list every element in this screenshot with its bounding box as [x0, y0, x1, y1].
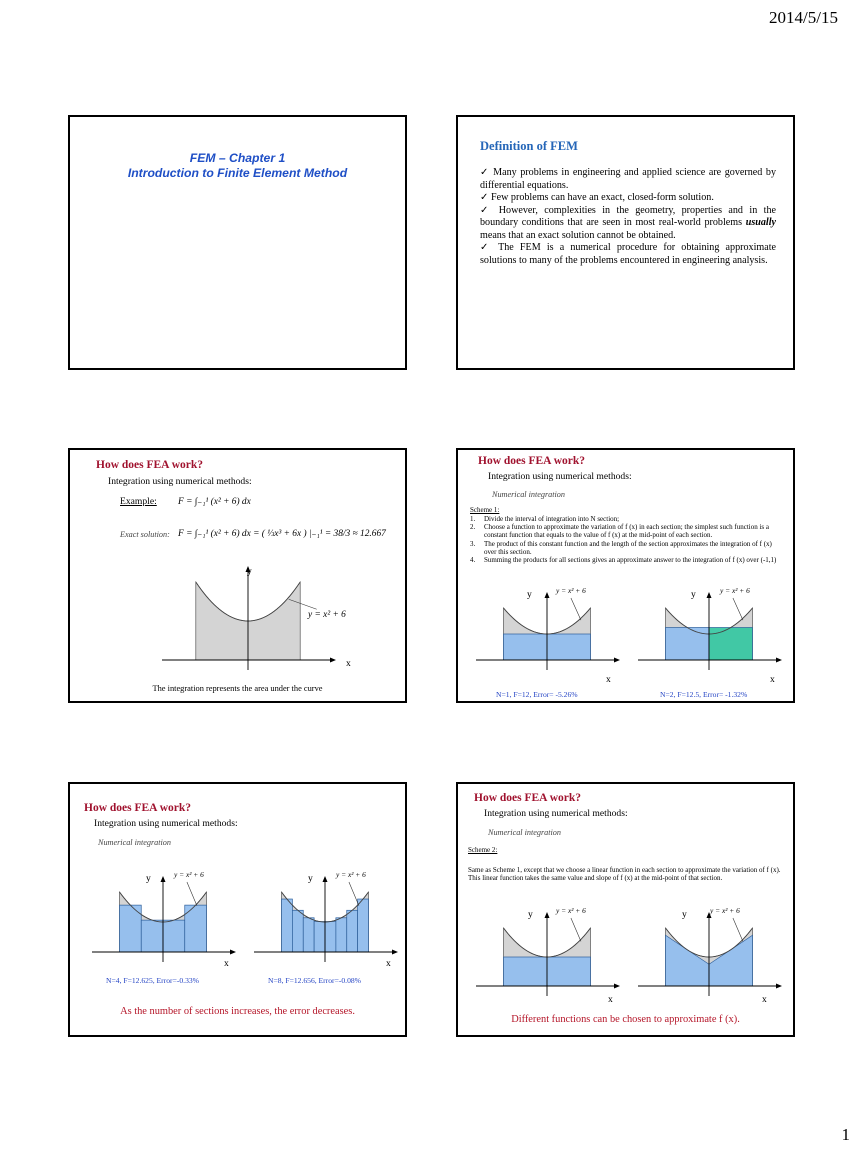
curve-label-pointer: [349, 882, 359, 906]
example-label: Example:: [120, 496, 157, 507]
scheme-2-label: Scheme 2:: [468, 846, 498, 854]
approximation-rectangle: [709, 628, 753, 661]
paragraph-2-text: Few problems can have an exact, closed-form solution.: [491, 192, 714, 203]
paragraph-4: [480, 242, 776, 267]
slide-4-subheading: Integration using numerical methods:: [488, 471, 632, 482]
scheme-2-body: Same as Scheme 1, except that we choose a linear function in each section to approximate the variation of f (x). This linear function takes the same value and slope of f (x) at the mid-point of that section.: [468, 866, 781, 883]
x-axis-arrow-icon: [230, 950, 236, 955]
approximation-rectangle: [141, 920, 163, 952]
check-icon: ✓: [480, 167, 490, 178]
step-4-text: Summing the products for all sections gives an approximate answer to the integration of f (x) over (-1,1): [484, 556, 777, 565]
paragraph-3-text: However, complexities in the geometry, properties and in the boundary conditions that are seen in most real-world problems: [480, 204, 776, 228]
n4-plot: [88, 876, 238, 964]
caption-n2: N=2, F=12.5, Error= -1.32%: [660, 690, 748, 699]
approximation-rectangle: [358, 899, 369, 952]
slide-2-title: Definition of FEM: [480, 139, 578, 153]
scheme-1-n1-plot: [472, 592, 622, 672]
numerical-integration-note: Numerical integration: [488, 828, 561, 837]
y-axis-label: y: [308, 873, 313, 884]
slide-1: [68, 115, 407, 370]
slide-5-heading: How does FEA work?: [84, 802, 192, 814]
paragraph-3: [480, 205, 776, 243]
slide-1-title: [70, 151, 405, 181]
approximation-rectangle: [292, 910, 303, 952]
paragraph-4-text: The FEM is a numerical procedure for obtaining approximate solutions to many of the problems encountered in engineering analysis.: [480, 242, 777, 266]
slide-5: [68, 782, 407, 1037]
page-date: 2014/5/15: [769, 8, 838, 27]
approximation-rectangle: [314, 922, 325, 952]
x-axis-arrow-icon: [330, 658, 336, 663]
curve-label: y = x² + 6: [174, 870, 204, 879]
step-1-number: 1.: [470, 515, 476, 523]
x-axis-arrow-icon: [392, 950, 398, 955]
scheme-2-linear-plot: [634, 912, 784, 998]
exact-solution-label: Exact solution:: [120, 530, 170, 539]
x-axis-label: x: [770, 674, 775, 685]
x-axis-label: x: [386, 958, 391, 969]
check-icon: ✓: [480, 242, 493, 253]
slide-4-heading: How does FEA work?: [478, 455, 586, 467]
y-axis-label: y: [682, 909, 687, 920]
numerical-integration-note: Numerical integration: [98, 838, 171, 847]
paragraph-3-end: means that an exact solution cannot be obtained.: [480, 229, 676, 241]
approximation-rectangle: [325, 922, 336, 952]
slide-6: [456, 782, 795, 1037]
linear-approximation-section: [666, 935, 710, 986]
scheme-1-label: Scheme 1:: [470, 506, 500, 514]
x-axis-label: x: [346, 658, 351, 669]
curve-label: y = x² + 6: [556, 586, 586, 595]
caption-n1: N=1, F=12, Error= -5.26%: [496, 690, 578, 699]
curve-label: y = x² + 6: [720, 586, 750, 595]
curve-label-pointer: [733, 918, 743, 941]
x-axis-arrow-icon: [614, 984, 620, 989]
x-axis-arrow-icon: [614, 658, 620, 663]
approximation-rectangle: [163, 920, 185, 952]
caption-n4: N=4, F=12.625, Error=-0.33%: [106, 976, 199, 985]
x-axis-label: x: [606, 674, 611, 685]
step-2-text: Choose a function to approximate the variation of f (x) in each section; the simplest such function is a constant function that equals to the value of f (x) at the mid-point of each section.: [484, 523, 769, 540]
x-axis-label: x: [608, 994, 613, 1005]
slide-5-conclusion: As the number of sections increases, the error decreases.: [120, 1006, 355, 1017]
slide-2: [456, 115, 795, 370]
page-number: 1: [841, 1125, 850, 1144]
check-icon: ✓: [480, 204, 493, 216]
step-1-text: Divide the interval of integration into N section;: [484, 515, 620, 523]
paragraph-1-text: Many problems in engineering and applied science are governed by differential equations.: [480, 167, 776, 191]
step-3-number: 3.: [470, 539, 476, 548]
slide-4: [456, 448, 795, 703]
step-4: [470, 556, 786, 564]
caption-n8: N=8, F=12.656, Error=-0.08%: [268, 976, 361, 985]
approximation-rectangle: [282, 899, 293, 952]
step-2-number: 2.: [470, 523, 476, 532]
title-line-1: FEM – Chapter 1: [189, 151, 286, 165]
x-axis-label: x: [762, 994, 767, 1005]
curve-label-pointer: [571, 598, 581, 620]
step-1: [470, 515, 786, 523]
approximation-rectangle: [303, 918, 314, 952]
step-3: [470, 540, 786, 556]
scheme-1-steps: [470, 515, 786, 564]
curve-label: y = x² + 6: [336, 870, 366, 879]
step-4-number: 4.: [470, 556, 476, 565]
y-axis-label: y: [691, 589, 696, 600]
scheme-2-constant-plot: [472, 912, 622, 998]
y-axis-label: y: [527, 589, 532, 600]
step-3-text: The product of this constant function and the length of the section approximates the integration of f (x) over this section.: [484, 539, 772, 556]
paragraph-2: [480, 192, 776, 205]
slide-3-heading: How does FEA work?: [96, 459, 204, 471]
scheme-1-n2-plot: [634, 592, 784, 672]
curve-label-pointer: [733, 598, 743, 620]
x-axis-arrow-icon: [776, 984, 782, 989]
slide-3-caption: The integration represents the area under the curve: [152, 684, 323, 693]
slide-5-subheading: Integration using numerical methods:: [94, 818, 238, 829]
curve-label-pointer: [187, 882, 197, 906]
exact-solution-formula: F = ∫₋₁¹ (x² + 6) dx = ( ⅓x³ + 6x ) |₋₁¹ = 38/3 ≈ 12.667: [178, 529, 386, 539]
check-icon: ✓: [480, 192, 489, 203]
linear-approximation-section: [709, 935, 753, 986]
y-axis-arrow-icon: [707, 592, 712, 598]
curve-label: y = x² + 6: [308, 610, 346, 620]
slide-6-conclusion: Different functions can be chosen to approximate f (x).: [511, 1014, 740, 1025]
slide-6-heading: How does FEA work?: [474, 792, 582, 804]
approximation-rectangle: [666, 628, 710, 661]
y-axis-label: y: [247, 566, 252, 577]
slide-6-subheading: Integration using numerical methods:: [484, 808, 628, 819]
y-axis-arrow-icon: [545, 592, 550, 598]
y-axis-arrow-icon: [161, 876, 166, 882]
y-axis-arrow-icon: [323, 876, 328, 882]
y-axis-arrow-icon: [545, 912, 550, 918]
curve-label-pointer: [571, 918, 581, 941]
approximation-rectangle: [347, 910, 358, 952]
numerical-integration-note: Numerical integration: [492, 490, 565, 499]
emphasis-usually: usually: [745, 217, 776, 228]
curve-label: y = x² + 6: [710, 906, 740, 915]
x-axis-label: x: [224, 958, 229, 969]
approximation-rectangle: [336, 918, 347, 952]
slide-3-subheading: Integration using numerical methods:: [108, 476, 252, 487]
y-axis-label: y: [146, 873, 151, 884]
curve-label: y = x² + 6: [556, 906, 586, 915]
title-line-2: Introduction to Finite Element Method: [127, 166, 348, 180]
example-formula: F = ∫₋₁¹ (x² + 6) dx: [178, 497, 251, 507]
y-axis-label: y: [528, 909, 533, 920]
fem-definition-text: [480, 167, 776, 267]
slide-3: [68, 448, 407, 703]
paragraph-1: [480, 167, 776, 192]
x-axis-arrow-icon: [776, 658, 782, 663]
step-2: [470, 523, 786, 539]
n8-plot: [250, 876, 400, 964]
